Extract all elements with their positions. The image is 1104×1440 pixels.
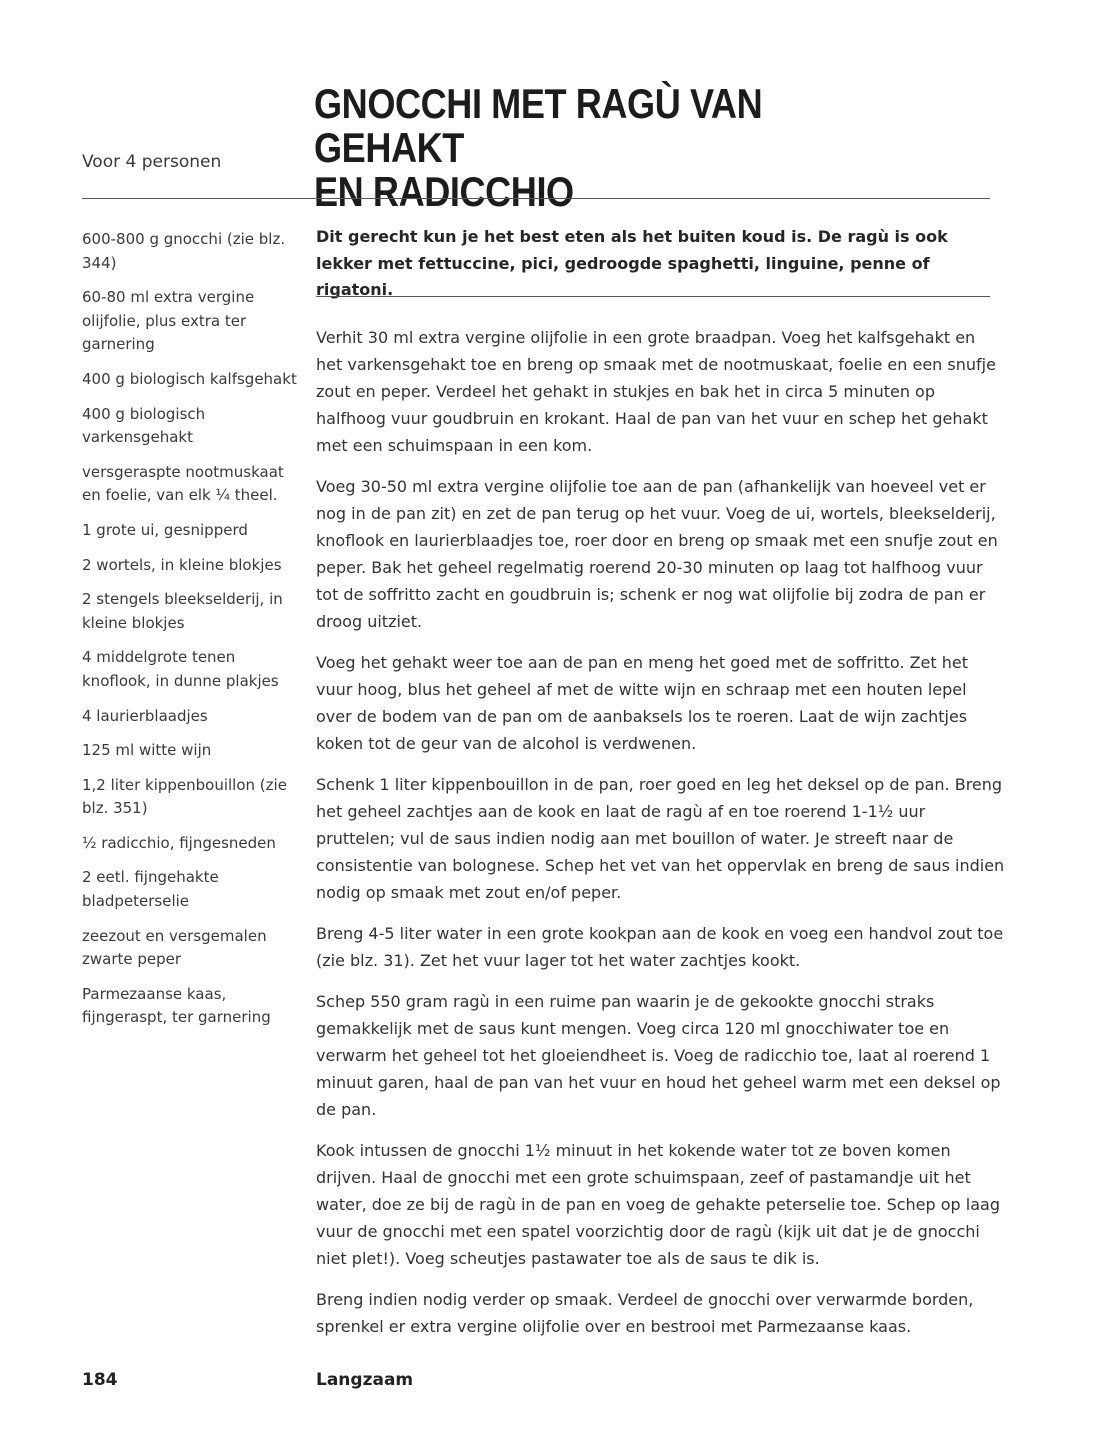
recipe-intro: Dit gerecht kun je het best eten als het buiten koud is. De ragù is ook lekker met fettuccine, pici, gedroogde spaghetti, linguine, penne of rigatoni.	[316, 227, 948, 299]
recipe-title	[314, 82, 916, 214]
ingredient-item: 400 g biologisch kalfsgehakt	[82, 369, 297, 388]
ingredient-item: ½ radicchio, fijngesneden	[82, 833, 276, 852]
header-divider	[82, 198, 990, 199]
method-paragraph: Schep 550 gram ragù in een ruime pan waarin je de gekookte gnocchi straks gemakkelijk met de saus kunt mengen. Voeg circa 120 ml gnocchiwater toe en verwarm het geheel tot het gloeiendheet is. Voeg de radicchio toe, laat al roerend 1 minuut garen, haal de pan van het vuur en houd het geheel warm met een deksel op de pan.	[316, 992, 1001, 1119]
ingredient-item: 125 ml witte wijn	[82, 741, 212, 760]
method-paragraph: Voeg het gehakt weer toe aan de pan en meng het goed met de soffritto. Zet het vuur hoog, blus het geheel af met de witte wijn en schraap met een houten lepel over de bodem van de pan om de aanbaksels los te roeren. Laat de wijn zachtjes koken tot de geur van de alcohol is verdwenen.	[316, 653, 968, 753]
method-paragraph: Breng 4-5 liter water in een grote kookpan aan de kook en voeg een handvol zout toe (zie blz. 31). Zet het vuur lager tot het water zachtjes kookt.	[316, 924, 1004, 970]
ingredient-item: 400 g biologisch varkensgehakt	[82, 404, 206, 447]
method-steps	[316, 324, 1006, 1354]
ingredient-item: 1 grote ui, gesnipperd	[82, 520, 248, 539]
ingredient-item: zeezout en versgemalen zwarte peper	[82, 926, 267, 969]
method-paragraph: Kook intussen de gnocchi 1½ minuut in het kokende water tot ze boven komen drijven. Haal de gnocchi met een grote schuimspaan, zeef of pastamandje uit het water, doe ze bij de ragù in de pan en voeg de gehakte peterselie toe. Schep op laag vuur de gnocchi met een spatel voorzichtig door de ragù (kijk uit dat je de gnocchi niet plet!). Voeg scheutjes pastawater toe als de saus te dik is.	[316, 1141, 1000, 1268]
method-paragraph: Breng indien nodig verder op smaak. Verdeel de gnocchi over verwarmde borden, sprenkel er extra vergine olijfolie over en bestrooi met Parmezaanse kaas.	[316, 1290, 974, 1336]
page-number: 184	[82, 1370, 118, 1390]
method-paragraph: Verhit 30 ml extra vergine olijfolie in een grote braadpan. Voeg het kalfsgehakt en het varkensgehakt toe en breng op smaak met de nootmuskaat, foelie en een snufje zout en peper. Verdeel het gehakt in stukjes en bak het in circa 5 minuten op halfhoog vuur goudbruin en krokant. Haal de pan van het vuur en schep het gehakt met een schuimspaan in een kom.	[316, 328, 996, 455]
intro-divider	[316, 296, 990, 297]
ingredient-item: versgeraspte nootmuskaat en foelie, van elk ¼ theel.	[82, 462, 284, 505]
recipe-title-line-1: GNOCCHI MET RAGÙ VAN GEHAKT	[314, 80, 763, 171]
ingredient-list	[82, 228, 297, 1041]
ingredient-item: 2 stengels bleekselderij, in kleine blokjes	[82, 590, 283, 632]
ingredient-item: Parmezaanse kaas, fijngeraspt, ter garnering	[82, 984, 271, 1027]
ingredient-item: 60-80 ml extra vergine olijfolie, plus extra ter garnering	[82, 288, 255, 354]
chapter-name: Langzaam	[316, 1370, 414, 1390]
recipe-title-line-2: EN RADICCHIO	[314, 168, 574, 215]
method-paragraph: Voeg 30-50 ml extra vergine olijfolie toe aan de pan (afhankelijk van hoeveel vet er nog in de pan zit) en zet de pan terug op het vuur. Voeg de ui, wortels, bleekselderij, knoflook en laurierblaadjes toe, roer door en breng op smaak met een snufje zout en peper. Bak het geheel regelmatig roerend 20-30 minuten op laag tot halfhoog vuur tot de soffritto zacht en goudbruin is; schenk er nog wat olijfolie bij zodra de pan er droog uitziet.	[316, 477, 998, 631]
servings-label: Voor 4 personen	[82, 152, 222, 172]
ingredient-item: 2 eetl. fijngehakte bladpeterselie	[82, 868, 219, 911]
ingredient-item: 4 middelgrote tenen knoflook, in dunne plakjes	[82, 648, 279, 690]
ingredient-item: 1,2 liter kippenbouillon (zie blz. 351)	[82, 775, 287, 818]
ingredient-item: 600-800 g gnocchi (zie blz. 344)	[82, 230, 286, 272]
method-paragraph: Schenk 1 liter kippenbouillon in de pan, roer goed en leg het deksel op de pan. Breng het geheel zachtjes aan de kook en laat de ragù af en toe roerend 1-1½ uur pruttelen; vul de saus indien nodig aan met bouillon of water. Je streeft naar de consistentie van bolognese. Schep het vet van het oppervlak en breng de saus indien nodig op smaak met zout en/of peper.	[316, 775, 1005, 902]
ingredient-item: 2 wortels, in kleine blokjes	[82, 555, 282, 574]
ingredient-item: 4 laurierblaadjes	[82, 706, 208, 725]
